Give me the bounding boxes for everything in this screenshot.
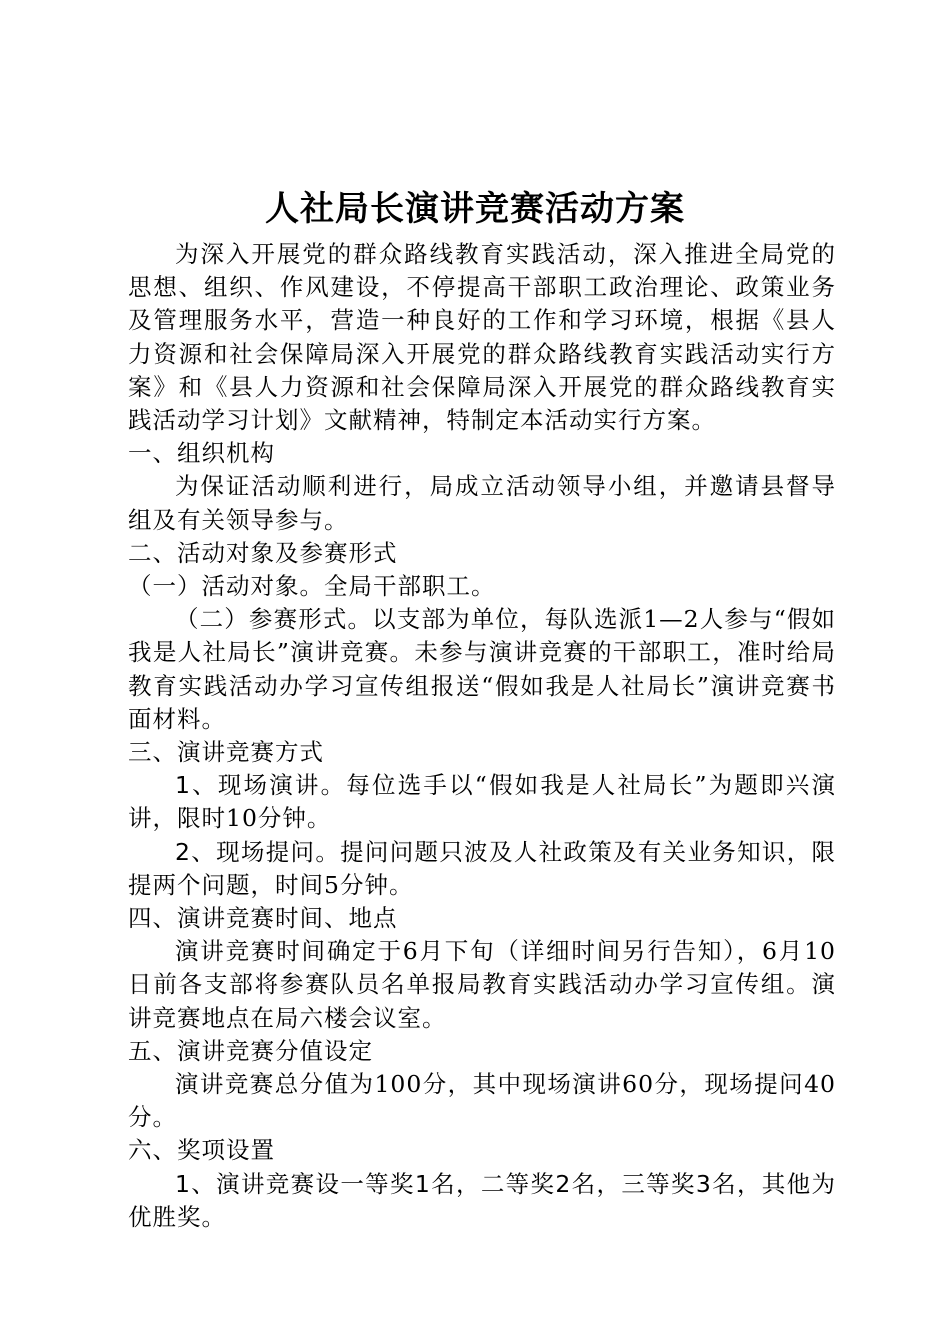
- format-item-1-label: 1、现场演讲: [175, 771, 321, 800]
- organization-paragraph: 为保证活动顺利进行，局成立活动领导小组，并邀请县督导组及有关领导参与。: [128, 472, 836, 534]
- format-item-1: [128, 769, 836, 835]
- section-heading-awards: 六、奖项设置: [128, 1136, 275, 1165]
- format-item-2-label: 2、现场提问: [175, 837, 316, 866]
- format-item-2-text: 。提问问题只波及人社政策及有关业务知识，限提两个问题，时间5分钟。: [128, 837, 837, 899]
- scoring-paragraph: 演讲竞赛总分值为100分，其中现场演讲60分，现场提问40分。: [128, 1070, 836, 1132]
- format-item-1-text: 。每位选手以“假如我是人社局长”为题即兴演讲，限时10分钟。: [128, 771, 836, 833]
- format-item-2: [128, 836, 836, 902]
- participants-item-1-label: （一）活动对象: [128, 572, 300, 601]
- document-body: [128, 238, 836, 1234]
- awards-paragraph: 1、演讲竞赛设一等奖1名，二等奖2名，三等奖3名，其他为优胜奖。: [128, 1169, 836, 1231]
- participants-item-2: [128, 603, 836, 736]
- time-place-paragraph: 演讲竞赛时间确定于6月下旬（详细时间另行告知），6月10日前各支部将参赛队员名单报局教育实践活动办学习宣传组。演讲竞赛地点在局六楼会议室。: [128, 937, 836, 1032]
- section-heading-scoring: 五、演讲竞赛分值设定: [128, 1036, 373, 1065]
- section-heading-organization: 一、组织机构: [128, 439, 275, 468]
- participants-item-2-text: 。以支部为单位，每队选派1—2人参与“假如我是人社局长”演讲竞赛。未参与演讲竞赛的干部职工，准时给局教育实践活动办学习宣传组报送“假如我是人社局长”演讲竞赛书面材料。: [128, 605, 837, 733]
- section-heading-format: 三、演讲竞赛方式: [128, 738, 324, 767]
- document-title: 人社局长演讲竞赛活动方案: [265, 189, 685, 229]
- participants-item-1: [128, 570, 836, 603]
- section-heading-participants: 二、活动对象及参赛形式: [128, 538, 398, 567]
- intro-paragraph: 为深入开展党的群众路线教育实践活动，深入推进全局党的思想、组织、作风建设，不停提高干部职工政治理论、政策业务及管理服务水平，营造一种良好的工作和学习环境，根据《县人力资源和社会保障局深入开展党的群众路线教育实践活动实行方案》和《县人力资源和社会保障局深入开展党的群众路线教育实践活动学习计划》文献精神，特制定本活动实行方案。: [128, 240, 836, 435]
- participants-item-1-text: 。全局干部职工。: [299, 572, 496, 601]
- participants-item-2-label: （二）参赛形式: [175, 605, 348, 634]
- section-heading-time-place: 四、演讲竞赛时间、地点: [128, 904, 398, 933]
